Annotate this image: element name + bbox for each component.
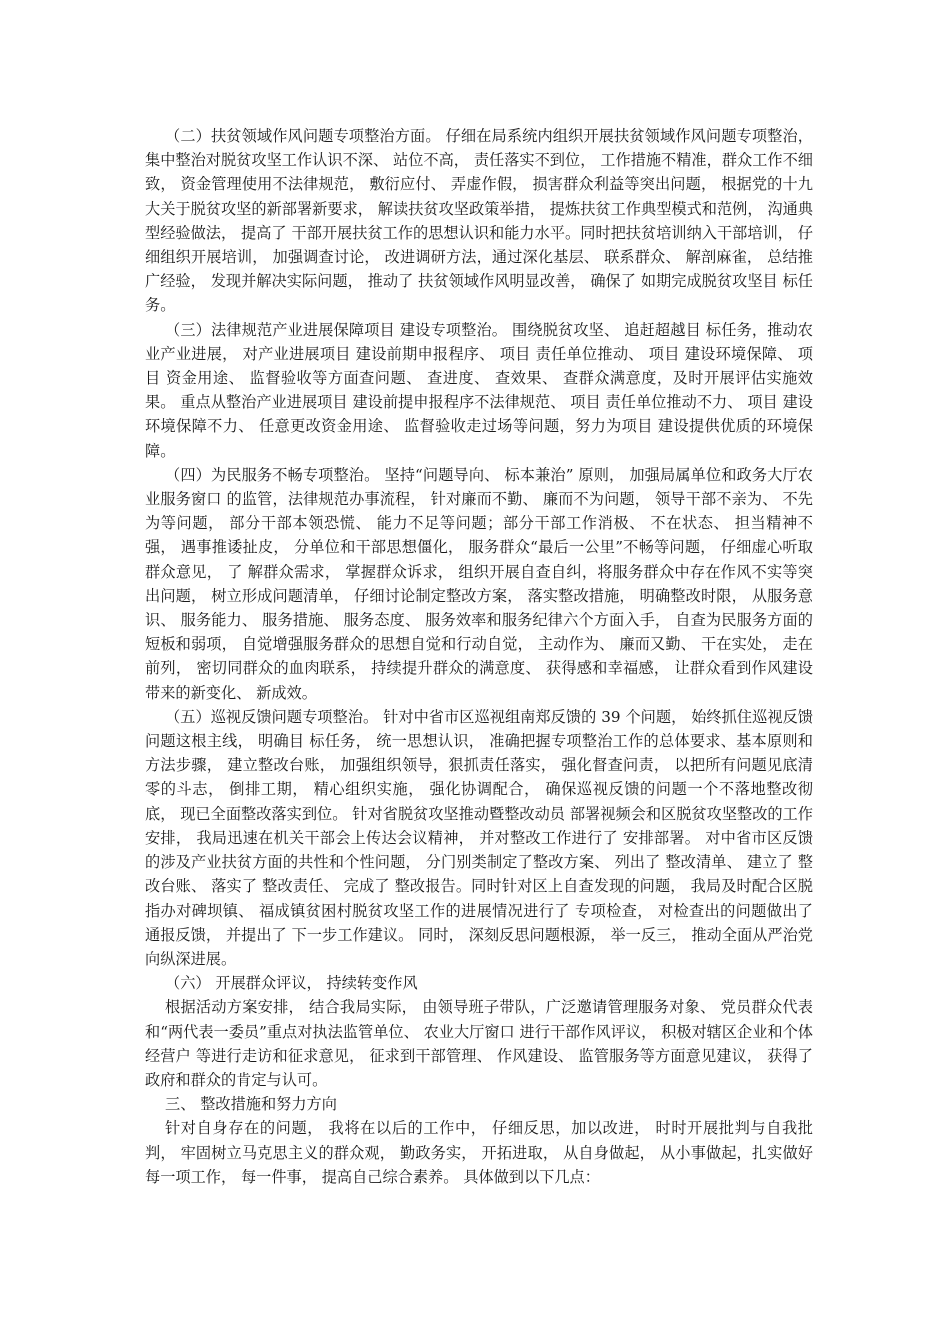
paragraph-public-evaluation: 根据活动方案安排， 结合我局实际， 由领导班子带队，广泛邀请管理服务对象、 党员群众代表和“两代表一委员”重点对执法监管单位、 农业大厅窗口 进行干部作风评议， 积极对辖区企业和个体经营户 等进行走访和征求意见， 征求到干部管理、 作风建设、 监管服务等方面意见建议， 获得了 政府和群众的肯定与认可。 [145, 998, 813, 1089]
section-heading-public-evaluation: （六） 开展群众评议， 持续转变作风 [165, 974, 418, 993]
paragraph-industry-project-rectification: （三）法律规范产业进展保障项目 建设专项整治。 围绕脱贫攻坚、 追赶超越目 标任务，推动农业产业进展， 对产业进展项目 建设前期申报程序、 项目 责任单位推动、 项目 建设环境保障、 项目 资金用途、 监督验收等方面查问题、 查进度、 查效果、 查群众满意度，及时开展评估实施效果。 重点从整治产业进展项目 建设前提申报程序不法律规范、 项目 责任单位推动不力、 项目 建设环境保障不力、 任意更改资金用途、 监督验收走过场等问题，努力为项目 建设提供优质的环境保障。 [145, 320, 813, 460]
paragraph-poverty-style-rectification: （二）扶贫领域作风问题专项整治方面。 仔细在局系统内组织开展扶贫领域作风问题专项整治， 集中整治对脱贫攻坚工作认识不深、 站位不高， 责任落实不到位， 工作措施不精准，群众工作不细致， 资金管理使用不法律规范， 敷衍应付、 弄虚作假， 损害群众利益等突出问题， 根据党的十九大关于脱贫攻坚的新部署新要求， 解读扶贫攻坚政策举措， 提炼扶贫工作典型模式和范例， 沟通典型经验做法， 提高了 干部开展扶贫工作的思想认识和能力水平。同时把扶贫培训纳入干部培训， 仔细组织开展培训， 加强调查讨论， 改进调研方法，通过深化基层、 联系群众、 解剖麻雀， 总结推广经验， 发现并解决实际问题， 推动了 扶贫领域作风明显改善， 确保了 如期完成脱贫攻坚目 标任务。 [145, 127, 813, 315]
section-heading-rectification-measures: 三、 整改措施和努力方向 [165, 1095, 337, 1114]
document-body [145, 124, 813, 1189]
paragraph-rectification-measures: 针对自身存在的问题， 我将在以后的工作中， 仔细反思，加以改进， 时时开展批判与自我批判， 牢固树立马克思主义的群众观， 勤政务实， 开拓进取， 从自身做起， 从小事做起，扎实做好每一项工作， 每一件事， 提高自己综合素养。 具体做到以下几点： [145, 1119, 813, 1186]
paragraph-public-service-rectification: （四）为民服务不畅专项整治。 坚持“问题导向、 标本兼治” 原则， 加强局属单位和政务大厅农业服务窗口 的监管，法律规范办事流程， 针对廉而不勤、 廉而不为问题， 领导干部不亲为、 不先为等问题， 部分干部本领恐慌、 能力不足等问题；部分干部工作消极、 不在状态、 担当精神不强， 遇事推诿扯皮， 分单位和干部思想僵化， 服务群众“最后一公里”不畅等问题， 仔细虚心听取群众意见， 了 解群众需求， 掌握群众诉求， 组织开展自查自纠，将服务群众中存在作风不实等突出问题， 树立形成问题清单， 仔细讨论制定整改方案， 落实整改措施， 明确整改时限， 从服务意识、 服务能力、 服务措施、 服务态度、 服务效率和服务纪律六个方面入手， 自查为民服务方面的短板和弱项， 自觉增强服务群众的思想自觉和行动自觉， 主动作为、 廉而又勤、 干在实处， 走在前列， 密切同群众的血肉联系， 持续提升群众的满意度、 获得感和幸福感， 让群众看到作风建设带来的新变化、 新成效。 [145, 465, 813, 702]
paragraph-inspection-feedback-rectification: （五）巡视反馈问题专项整治。 针对中省市区巡视组南郑反馈的 39 个问题， 始终抓住巡视反馈问题这根主线， 明确目 标任务， 统一思想认识， 准确把握专项整治工作的总体要求、基本原则和方法步骤， 建立整改台账， 加强组织领导，狠抓责任落实， 强化督查问责， 以把所有问题见底清零的斗志， 倒排工期， 精心组织实施， 强化协调配合， 确保巡视反馈的问题一个不落地整改彻底， 现已全面整改落实到位。 针对省脱贫攻坚推动暨整改动员 部署视频会和区脱贫攻坚整改的工作安排， 我局迅速在机关干部会上传达会议精神， 并对整改工作进行了 安排部署。 对中省市区反馈的涉及产业扶贫方面的共性和个性问题， 分门别类制定了整改方案、 列出了 整改清单、 建立了 整改台账、 落实了 整改责任、 完成了 整改报告。同时针对区上自查发现的问题， 我局及时配合区脱指办对碑坝镇、 福成镇贫困村脱贫攻坚工作的进展情况进行了 专项检查， 对检查出的问题做出了 通报反馈， 并提出了 下一步工作建议。 同时， 深刻反思问题根源， 举一反三， 推动全面从严治党向纵深进展。 [145, 707, 813, 968]
